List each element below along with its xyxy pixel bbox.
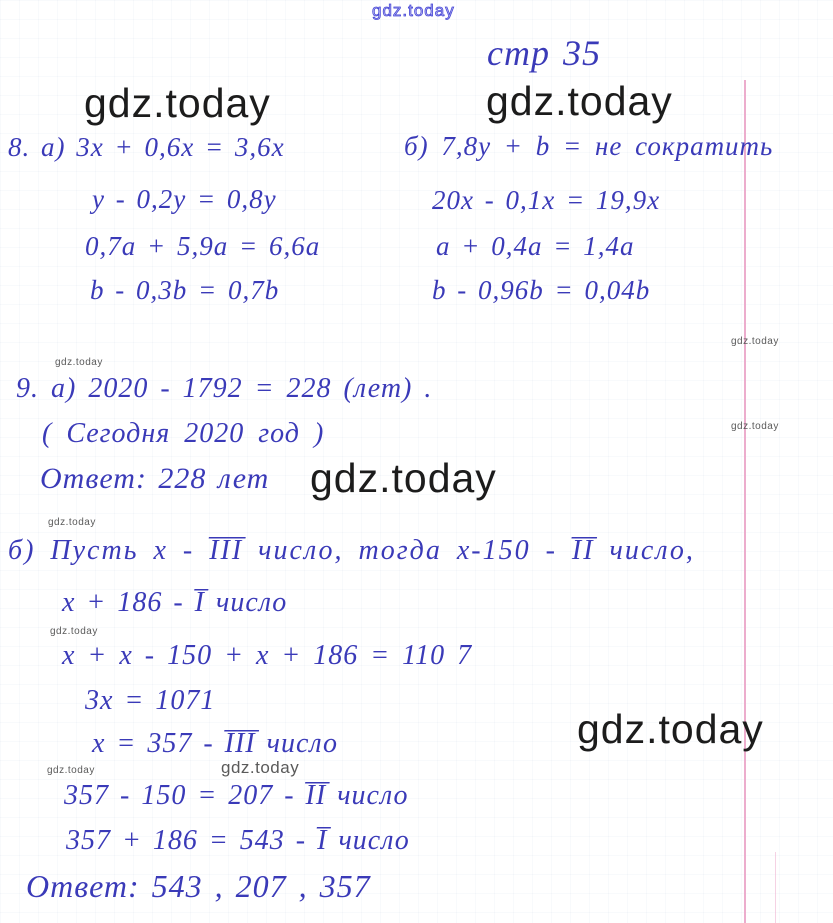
problem8-b-line3: a + 0,4a = 1,4a: [436, 231, 635, 261]
problem9-a-answer: Ответ: 228 лет: [40, 462, 270, 495]
watermark-gdz-small-right-2: gdz.today: [731, 421, 779, 432]
problem9-b-line2: x + 186 - I̅ число: [62, 587, 288, 618]
margin-line-secondary: [775, 852, 776, 923]
watermark-gdz-small-4: gdz.today: [47, 765, 95, 776]
watermark-gdz-small-3: gdz.today: [50, 626, 98, 637]
problem8-a-line4: b - 0,3b = 0,7b: [90, 275, 280, 305]
problem8-b-line2: 20x - 0,1x = 19,9x: [432, 185, 661, 215]
watermark-gdz-right: gdz.today: [486, 78, 673, 124]
problem8-a-line1: 8. а) 3x + 0,6x = 3,6x: [8, 132, 285, 162]
problem8-a-line2: y - 0,2y = 0,8y: [92, 184, 277, 214]
problem9-b-line5: x = 357 - I̅I̅I̅ число: [92, 728, 338, 759]
problem9-b-line3: x + x - 150 + x + 186 = 110 7: [62, 640, 473, 671]
problem9-b-line1: б) Пусть x - I̅I̅I̅ число, тогда x-150 - I̅I̅ число,: [8, 535, 695, 566]
problem8-b-line1: б) 7,8y + b = не сократить: [404, 131, 774, 161]
problem8-a-line3: 0,7a + 5,9a = 6,6a: [85, 231, 321, 261]
watermark-gdz-small-1: gdz.today: [55, 357, 103, 368]
problem9-b-line4: 3x = 1071: [85, 685, 216, 716]
problem9-b-line6: 357 - 150 = 207 - I̅I̅ число: [64, 780, 409, 811]
watermark-gdz-medium: gdz.today: [221, 758, 300, 777]
margin-line: [744, 80, 746, 923]
watermark-gdz-middle: gdz.today: [310, 455, 497, 501]
problem9-b-answer: Ответ: 543 , 207 , 357: [26, 868, 371, 904]
problem8-b-line4: b - 0,96b = 0,04b: [432, 275, 651, 305]
watermark-gdz-left: gdz.today: [84, 80, 271, 126]
page-number: стр 35: [487, 33, 601, 73]
watermark-gdz-bottom-right: gdz.today: [577, 706, 764, 752]
watermark-gdz-small-2: gdz.today: [48, 517, 96, 528]
watermark-gdz-top: gdz.today: [372, 1, 455, 20]
problem9-a-line1: 9. а) 2020 - 1792 = 228 (лет) .: [16, 373, 433, 404]
problem9-a-line2: ( Сегодня 2020 год ): [42, 418, 325, 449]
problem9-b-line7: 357 + 186 = 543 - I̅ число: [66, 825, 410, 856]
watermark-gdz-small-right-1: gdz.today: [731, 336, 779, 347]
